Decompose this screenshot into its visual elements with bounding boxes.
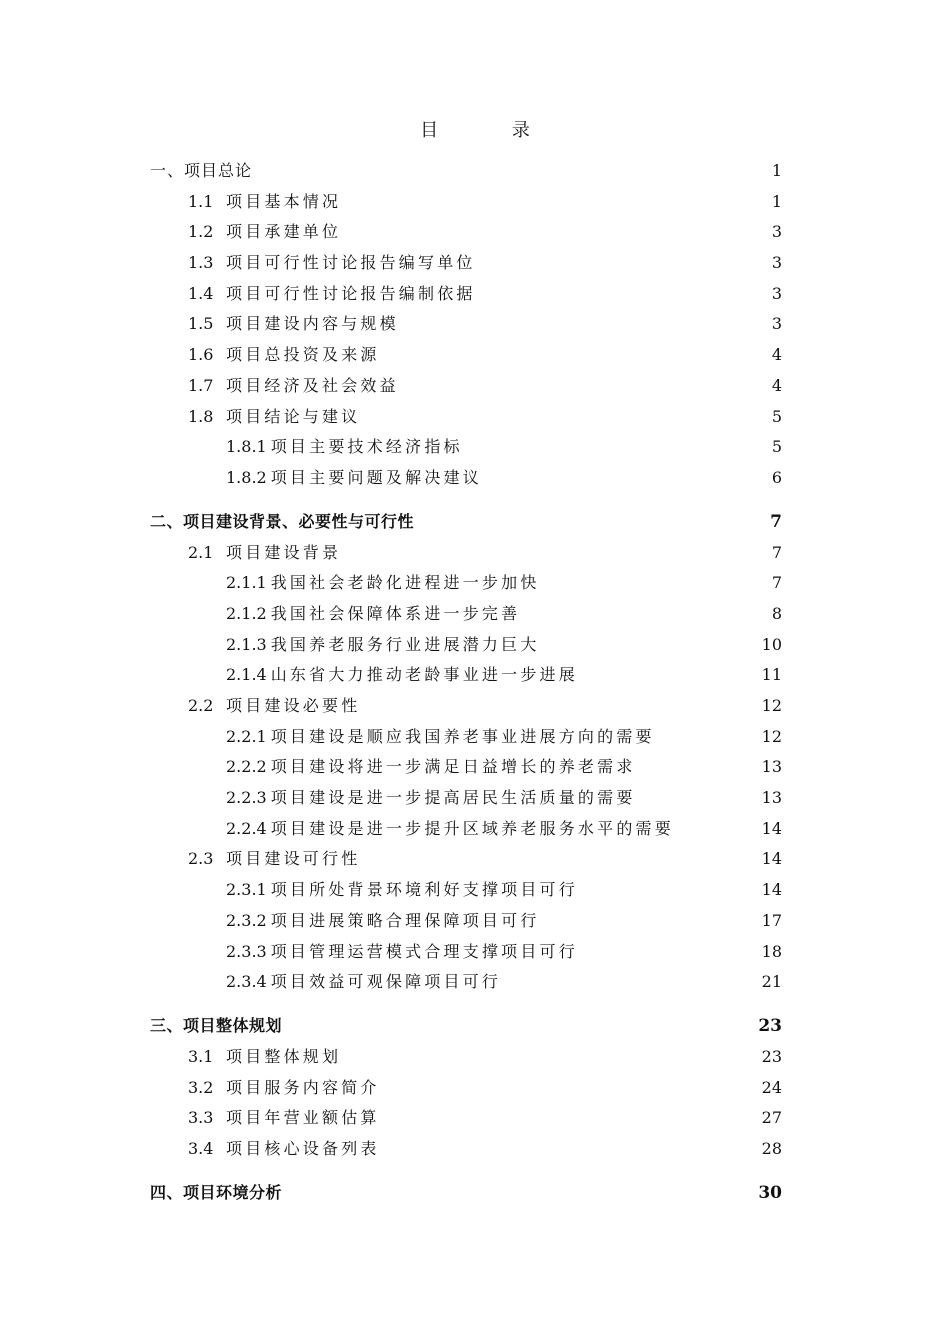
toc-entry-text: 项目建设是顺应我国养老事业进展方向的需要 — [270, 726, 655, 746]
toc-entry[interactable] — [150, 752, 782, 783]
toc-entry-text: 项目建设是进一步提高居民生活质量的需要 — [270, 788, 636, 808]
toc-entry-label — [188, 217, 341, 248]
toc-entry[interactable] — [150, 279, 782, 310]
toc-entry-page-number: 4 — [771, 345, 782, 365]
toc-entry-page-number: 5 — [771, 437, 782, 457]
toc-entry-label — [188, 248, 476, 279]
page-title: 目 录 — [420, 120, 564, 141]
toc-entry[interactable] — [150, 875, 782, 906]
toc-entry-label — [226, 432, 463, 463]
toc-entry-page-number: 23 — [758, 1015, 782, 1036]
toc-entry[interactable] — [150, 691, 782, 722]
toc-entry-page-number: 21 — [761, 972, 782, 992]
toc-entry-number: 3.2 — [188, 1077, 214, 1097]
toc-entry-label — [188, 1134, 380, 1165]
toc-entry-number: 2.1.3 — [226, 634, 267, 654]
toc-entry-label — [150, 1177, 282, 1209]
toc-entry-text: 我国社会老龄化进程进一步加快 — [270, 573, 540, 593]
toc-entry-number: 1.5 — [188, 314, 214, 334]
toc-entry-page-number: 7 — [771, 542, 782, 562]
toc-entry-page-number: 5 — [771, 406, 782, 426]
toc-entry-page-number: 3 — [771, 314, 782, 334]
toc-entry-label — [226, 783, 636, 814]
toc-entry-label — [188, 187, 341, 218]
toc-entry-text: 山东省大力推动老龄事业进一步进展 — [270, 665, 578, 685]
toc-entry-number: 2.2.2 — [226, 757, 267, 777]
toc-entry-text: 项目核心设备列表 — [226, 1138, 380, 1158]
toc-entry-number: 2.2.1 — [226, 726, 267, 746]
toc-entry[interactable] — [150, 1177, 782, 1209]
toc-entry-number: 1.8.1 — [226, 437, 267, 457]
toc-entry[interactable] — [150, 432, 782, 463]
toc-entry-page-number: 12 — [761, 696, 782, 715]
toc-entry-page-number: 12 — [761, 726, 782, 746]
toc-entry-text: 项目基本情况 — [226, 191, 342, 211]
toc-entry[interactable] — [150, 506, 782, 538]
toc-entry-text: 项目建设可行性 — [226, 849, 361, 869]
toc-entry-label — [188, 1073, 380, 1104]
toc-entry[interactable] — [150, 967, 782, 998]
toc-entry-number: 2.3.3 — [226, 941, 267, 961]
toc-entry[interactable] — [150, 187, 782, 218]
toc-entry-page-number: 27 — [761, 1108, 782, 1128]
toc-entry-page-number: 30 — [758, 1182, 782, 1203]
toc-entry[interactable] — [150, 937, 782, 968]
toc-entry-label — [226, 937, 578, 968]
toc-entry-label — [188, 402, 360, 433]
toc-entry[interactable] — [150, 1042, 782, 1073]
toc-entry-text: 四、项目环境分析 — [150, 1182, 283, 1202]
toc-entry-label — [226, 660, 578, 691]
toc-entry[interactable] — [150, 844, 782, 875]
toc-entry-number: 1.6 — [188, 345, 214, 365]
toc-entry-label — [226, 875, 578, 906]
toc-entry[interactable] — [150, 906, 782, 937]
toc-entry-label — [226, 722, 655, 753]
toc-entry-number: 2.3.1 — [226, 880, 267, 900]
toc-entry[interactable] — [150, 309, 782, 340]
toc-entry[interactable] — [150, 248, 782, 279]
toc-entry[interactable] — [150, 538, 782, 569]
toc-entry-number: 2.1.1 — [226, 573, 267, 593]
toc-entry-number: 1.1 — [188, 191, 214, 211]
toc-entry-number: 2.2 — [188, 696, 214, 715]
toc-entry[interactable] — [150, 402, 782, 433]
toc-entry-number: 2.3.2 — [226, 910, 267, 930]
toc-entry-page-number: 14 — [761, 849, 782, 869]
toc-entry-label — [226, 967, 501, 998]
toc-entry-page-number: 14 — [761, 880, 782, 900]
toc-entry[interactable] — [150, 156, 782, 187]
toc-entry-number: 2.1 — [188, 542, 214, 562]
toc-entry-text: 项目效益可观保障项目可行 — [270, 972, 502, 992]
toc-entry-number: 1.4 — [188, 283, 214, 303]
toc-entry[interactable] — [150, 630, 782, 661]
toc-entry-page-number: 24 — [761, 1077, 782, 1097]
toc-entry-text: 一、项目总论 — [150, 161, 253, 180]
toc-entry-text: 项目所处背景环境利好支撑项目可行 — [270, 880, 578, 900]
toc-entry-label — [188, 340, 380, 371]
toc-entry-number: 1.2 — [188, 222, 214, 242]
toc-entry-label — [150, 506, 414, 538]
toc-entry-page-number: 23 — [761, 1046, 782, 1066]
toc-entry-page-number: 8 — [771, 603, 782, 623]
toc-entry[interactable] — [150, 722, 782, 753]
toc-entry-page-number: 3 — [771, 222, 782, 242]
toc-entry-number: 2.2.3 — [226, 788, 267, 808]
toc-entry[interactable] — [150, 1010, 782, 1042]
toc-entry-page-number: 11 — [761, 665, 782, 685]
toc-entry-label — [150, 1010, 282, 1042]
toc-entry-number: 2.1.2 — [226, 603, 267, 623]
toc-entry[interactable] — [150, 783, 782, 814]
toc-entry[interactable] — [150, 1134, 782, 1165]
toc-entry-page-number: 13 — [761, 757, 782, 777]
toc-entry-label — [188, 538, 341, 569]
toc-entry-page-number: 1 — [771, 191, 782, 211]
toc-entry-label — [188, 844, 360, 875]
toc-entry-text: 二、项目建设背景、必要性与可行性 — [150, 511, 415, 531]
toc-entry[interactable] — [150, 1073, 782, 1104]
toc-entry-label — [188, 1042, 341, 1073]
toc-entry-label — [188, 279, 476, 310]
toc-entry-page-number: 18 — [761, 941, 782, 961]
toc-entry-text: 项目建设将进一步满足日益增长的养老需求 — [270, 757, 636, 777]
toc-entry-text: 项目年营业额估算 — [226, 1108, 380, 1128]
toc-entry-number: 3.4 — [188, 1138, 214, 1158]
table-of-contents — [150, 156, 782, 1209]
toc-entry-page-number: 13 — [761, 788, 782, 808]
toc-entry[interactable] — [150, 814, 782, 845]
toc-entry[interactable] — [150, 568, 782, 599]
toc-entry-page-number: 1 — [771, 161, 782, 180]
toc-entry-label — [188, 309, 399, 340]
toc-entry-number: 2.2.4 — [226, 818, 267, 838]
toc-entry-label — [226, 463, 482, 494]
toc-entry-page-number: 28 — [761, 1138, 782, 1158]
toc-entry-text: 项目结论与建议 — [226, 406, 361, 426]
toc-entry[interactable] — [150, 371, 782, 402]
toc-entry-page-number: 7 — [771, 573, 782, 593]
toc-entry-text: 项目服务内容简介 — [226, 1077, 380, 1097]
toc-entry[interactable] — [150, 463, 782, 494]
toc-entry-text: 项目可行性讨论报告编写单位 — [226, 253, 476, 273]
toc-entry-page-number: 17 — [761, 910, 782, 930]
toc-entry-text: 项目经济及社会效益 — [226, 375, 399, 395]
toc-entry-number: 3.1 — [188, 1046, 214, 1066]
toc-entry-label — [226, 906, 540, 937]
toc-entry-text: 项目总投资及来源 — [226, 345, 380, 365]
toc-entry-label — [226, 630, 540, 661]
toc-entry-text: 项目管理运营模式合理支撑项目可行 — [270, 941, 578, 961]
toc-entry[interactable] — [150, 660, 782, 691]
toc-entry-text: 项目建设必要性 — [226, 696, 361, 715]
toc-entry-text: 项目主要问题及解决建议 — [270, 467, 482, 487]
toc-entry-page-number: 6 — [771, 467, 782, 487]
toc-entry-text: 三、项目整体规划 — [150, 1015, 283, 1035]
toc-entry-number: 1.7 — [188, 375, 214, 395]
toc-entry-text: 项目建设是进一步提升区域养老服务水平的需要 — [270, 818, 674, 838]
toc-entry[interactable] — [150, 340, 782, 371]
toc-entry-text: 我国养老服务行业进展潜力巨大 — [270, 634, 540, 654]
toc-entry-page-number: 3 — [771, 253, 782, 273]
toc-entry[interactable] — [150, 217, 782, 248]
toc-entry-number: 1.3 — [188, 253, 214, 273]
toc-entry-text: 项目建设背景 — [226, 542, 342, 562]
toc-entry-text: 项目可行性讨论报告编制依据 — [226, 283, 476, 303]
toc-entry-number: 2.1.4 — [226, 665, 267, 685]
toc-entry[interactable] — [150, 599, 782, 630]
toc-entry-text: 项目承建单位 — [226, 222, 342, 242]
toc-entry-page-number: 4 — [771, 375, 782, 395]
toc-entry-text: 项目主要技术经济指标 — [270, 437, 463, 457]
toc-entry[interactable] — [150, 1103, 782, 1134]
toc-entry-text: 项目整体规划 — [226, 1046, 342, 1066]
toc-entry-text: 我国社会保障体系进一步完善 — [270, 603, 521, 623]
toc-entry-label — [226, 568, 540, 599]
toc-entry-text: 项目建设内容与规模 — [226, 314, 399, 334]
toc-entry-label — [188, 691, 360, 722]
toc-entry-number: 2.3.4 — [226, 972, 267, 992]
toc-entry-label — [150, 156, 252, 187]
toc-entry-label — [226, 752, 636, 783]
toc-entry-label — [226, 814, 674, 845]
toc-entry-label — [226, 599, 520, 630]
toc-entry-page-number: 14 — [761, 818, 782, 838]
toc-entry-page-number: 10 — [761, 634, 782, 654]
toc-entry-text: 项目进展策略合理保障项目可行 — [270, 910, 540, 930]
toc-entry-number: 2.3 — [188, 849, 214, 869]
toc-entry-number: 1.8 — [188, 406, 214, 426]
toc-entry-label — [188, 371, 399, 402]
toc-entry-label — [188, 1103, 380, 1134]
toc-entry-number: 1.8.2 — [226, 467, 267, 487]
toc-entry-page-number: 3 — [771, 283, 782, 303]
toc-entry-number: 3.3 — [188, 1108, 214, 1128]
toc-entry-page-number: 7 — [770, 511, 782, 532]
